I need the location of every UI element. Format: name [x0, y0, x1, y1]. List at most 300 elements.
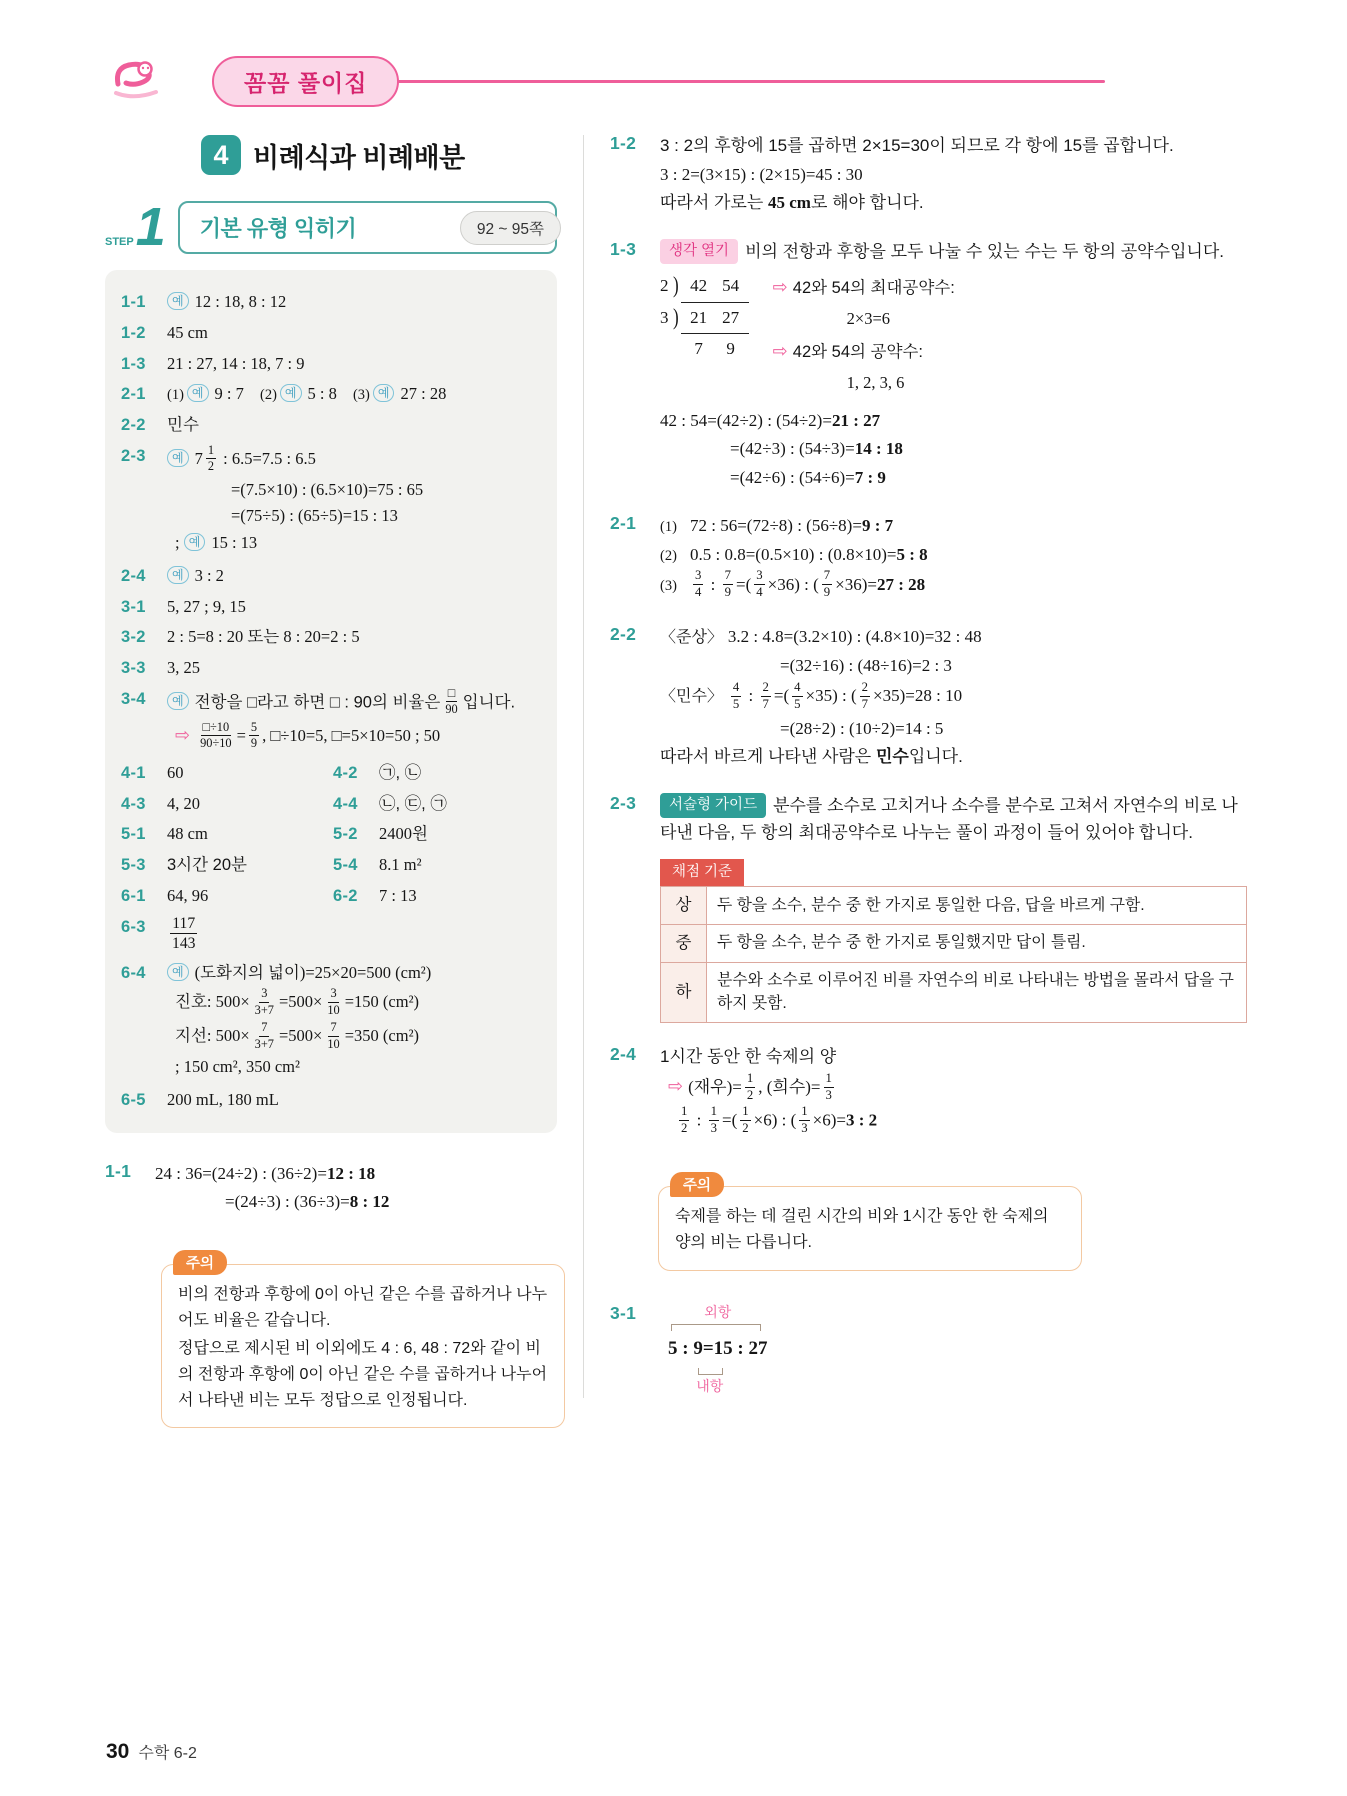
answer-row-3-3 [121, 656, 543, 681]
fraction-denominator: 3 [710, 1121, 717, 1136]
answer-text [167, 290, 543, 315]
fraction-numerator: 4 [731, 680, 741, 697]
fraction [198, 720, 234, 752]
fraction [761, 680, 771, 713]
outer-terms-label: 외항 [704, 1304, 732, 1321]
column-divider [583, 135, 584, 1398]
fraction-denominator: 10 [327, 1036, 340, 1051]
caution-note-right [658, 1161, 1082, 1271]
note-text: 42와 54의 최대공약수: [792, 279, 955, 298]
answer-pair [333, 792, 543, 817]
caution-box [161, 1264, 565, 1429]
fraction-numerator: 7 [822, 568, 832, 585]
fraction-denominator: 4 [756, 585, 763, 600]
answer-pair [333, 761, 543, 786]
answer-label: 6-2 [333, 886, 358, 905]
solution-body [660, 1042, 1247, 1139]
brand-stamp-svg [112, 58, 160, 100]
answer-line [167, 961, 543, 986]
answer-value: 9 : 7 [214, 384, 244, 404]
math-text: 0.5 : 0.8=(0.5×10) : (0.8×10)= [690, 544, 897, 564]
explain-text: 비의 전항과 후항을 모두 나눌 수 있는 수는 두 항의 공약수입니다. [745, 241, 1224, 261]
arrow-icon: ⇨ [772, 277, 788, 299]
answer-row-6-1-6-2 [121, 884, 543, 909]
fraction-denominator: 4 [695, 585, 702, 600]
answer-row-1-2 [121, 321, 543, 346]
ye-badge: 예 [167, 692, 189, 710]
math-text: 진호: 500× [175, 992, 250, 1012]
fraction [822, 568, 832, 601]
answer-label: 1-3 [121, 354, 146, 373]
thinking-badge: 생각 열기 [660, 239, 738, 264]
unit-title-text: 비례식과 비례배분 [253, 142, 465, 173]
criteria-cell: 두 항을 소수, 분수 중 한 가지로 통일한 다음, 답을 바르게 구함. [707, 887, 1247, 925]
arrow-icon: ⇨ [175, 724, 191, 746]
fraction [754, 568, 764, 601]
math-text: (도화지의 넓이)=25×20=500 (cm²) [194, 962, 432, 982]
fraction [325, 1020, 341, 1052]
answer-label: 6-4 [121, 963, 146, 982]
fraction [253, 1020, 276, 1052]
solution-1-2 [610, 131, 1247, 218]
answer-line [167, 721, 543, 753]
math-result: 3 : 2 [845, 1110, 878, 1130]
math-result: 12 : 18 [326, 1163, 376, 1183]
solution-body [660, 511, 1247, 603]
part-marker: (2) [660, 547, 677, 564]
answer-label: 6-1 [121, 886, 146, 905]
answer-line [167, 531, 543, 556]
fraction-denominator: 3+7 [254, 1036, 274, 1051]
right-column [610, 131, 1247, 1428]
math-line [155, 1188, 557, 1216]
fraction-numerator: 1 [824, 1071, 834, 1088]
math-line [660, 623, 1247, 651]
grading-row-high [661, 887, 1247, 925]
math-text: = [236, 725, 246, 745]
ye-badge: 예 [167, 963, 189, 981]
unit-number-badge: 4 [201, 135, 241, 175]
fraction-denominator: 90÷10 [200, 736, 232, 751]
step-label: STEP [105, 236, 134, 248]
answer-row-2-1 [121, 382, 543, 407]
math-line [155, 1160, 557, 1188]
explain-text: 전항을 □라고 하면 □ : 90의 비율은 [194, 693, 441, 712]
answer-row-3-1 [121, 595, 543, 620]
arrow-icon: ⇨ [772, 340, 788, 362]
ye-badge: 예 [167, 449, 189, 467]
fraction-denominator: 3+7 [254, 1002, 274, 1017]
answer-row-1-3 [121, 352, 543, 377]
answer-label: 4-4 [333, 794, 358, 813]
ye-badge: 예 [167, 566, 189, 584]
fraction-denominator: 9 [724, 585, 731, 600]
fraction-numerator: 1 [745, 1071, 755, 1088]
page-header [0, 0, 1347, 107]
caution-badge: 주의 [173, 1250, 227, 1275]
outer-terms-bracket [671, 1324, 761, 1331]
answer-value: 7 : 13 [379, 885, 417, 905]
answer-value: 5 : 8 [307, 384, 337, 404]
solution-label: 2-1 [610, 513, 637, 534]
solution-label: 2-3 [610, 792, 637, 813]
math-text: , □÷10=5, □=5×10=50 ; 50 [262, 725, 441, 745]
math-result: 8 : 12 [349, 1192, 390, 1212]
answer-row-4-3-4-4 [121, 792, 543, 817]
answer-text [167, 564, 543, 589]
fraction-denominator: 90 [445, 702, 458, 717]
answer-pair [121, 822, 333, 847]
answer-text [167, 382, 543, 407]
answer-row-2-4 [121, 564, 543, 589]
quotient: 7 [694, 339, 703, 359]
ye-badge: 예 [187, 384, 209, 402]
student-name: 〈민수〉 [660, 688, 723, 706]
student-name: 〈준상〉 [660, 629, 723, 647]
solution-body [660, 237, 1247, 493]
answer-text [167, 915, 543, 955]
fraction [745, 1071, 755, 1104]
math-line [660, 464, 1247, 492]
fraction-numerator: 2 [761, 680, 771, 697]
explain-text: 로 해야 합니다. [810, 193, 924, 213]
solution-1-3 [610, 237, 1247, 493]
answer-value: ㉠, ㉡ [379, 763, 422, 782]
answer-row-2-3 [121, 444, 543, 558]
fraction-numerator: 4 [792, 680, 802, 697]
math-text: =(24÷3) : (36÷3)= [225, 1192, 350, 1212]
math-line [660, 1072, 1247, 1105]
math-text: : [692, 1110, 706, 1130]
math-text: 24 : 36=(24÷2) : (36÷2)= [155, 1163, 327, 1183]
explain-line: 3 : 2의 후항에 15를 곱하면 2×15=30이 되므로 각 항에 15를 곱합니다. [660, 136, 1174, 155]
step-page-range: 92 ~ 95쪽 [460, 211, 561, 245]
note-text: 42와 54의 공약수: [792, 342, 923, 361]
answer-value: 60 [167, 762, 184, 782]
answer-value: 3 : 2 [194, 565, 224, 585]
answer-label: 4-1 [121, 763, 146, 782]
note-line [773, 335, 955, 368]
answer-row-2-2 [121, 413, 543, 438]
page-footer [106, 1740, 197, 1764]
part-marker: (3) [660, 577, 677, 594]
fraction-numerator: 3 [754, 568, 764, 585]
solution-label: 2-4 [610, 1044, 637, 1065]
answer-row-3-4 [121, 687, 543, 755]
fraction [860, 680, 870, 713]
answer-pair [333, 884, 543, 909]
answer-value: 12 : 18, 8 : 12 [194, 292, 287, 311]
fraction [723, 568, 733, 601]
fraction-denominator: 2 [207, 459, 215, 474]
answer-label: 2-3 [121, 446, 146, 465]
math-text: 지선: 500× [175, 1026, 250, 1046]
math-text: 42 : 54=(42÷2) : (54÷2)= [660, 410, 832, 430]
note-line [773, 271, 955, 304]
fraction-denominator: 9 [823, 585, 831, 600]
unit-title [201, 135, 557, 175]
answer-label: 2-4 [121, 566, 146, 585]
explain-text: 입니다. [462, 693, 516, 712]
solution-1-1 [105, 1159, 557, 1217]
answer-value: 민수 [167, 416, 199, 434]
fraction-denominator: 143 [172, 935, 196, 953]
grading-criteria [660, 857, 1247, 1023]
fraction [170, 914, 197, 954]
answer-label: 3-3 [121, 659, 146, 678]
part-marker: (1) [660, 519, 677, 536]
math-text: (희수)= [766, 1076, 821, 1096]
answer-value: 21 : 27, 14 : 18, 7 : 9 [167, 353, 305, 373]
math-line: =(32÷16) : (48÷16)=2 : 3 [780, 656, 952, 676]
answer-label: 3-1 [121, 597, 146, 616]
answer-line: =(75÷5) : (65÷5)=15 : 13 [231, 506, 398, 526]
grading-row-mid [661, 924, 1247, 962]
quotients [681, 334, 749, 365]
solution-label: 3-1 [610, 1303, 637, 1324]
math-result: 45 cm [767, 193, 811, 213]
fraction-denominator: 10 [327, 1002, 340, 1017]
fraction [792, 680, 802, 713]
fraction [679, 1104, 689, 1137]
explain-text: 입니다. [908, 747, 963, 767]
answer-row-5-1-5-2 [121, 822, 543, 847]
division-row [660, 303, 749, 335]
explain-line: 1시간 동안 한 숙제의 양 [660, 1047, 837, 1067]
fraction-denominator: 3 [801, 1121, 808, 1136]
fraction-denominator: 2 [742, 1121, 749, 1136]
math-text: =500× [279, 992, 323, 1012]
math-result: 21 : 27 [831, 410, 881, 430]
fraction-numerator: 1 [799, 1104, 809, 1121]
answer-label: 1-2 [121, 323, 146, 342]
caution-text: 비의 전항과 후항에 0이 아닌 같은 수를 곱하거나 나누어도 비율은 같습니다. [178, 1285, 548, 1329]
fraction-numerator: 5 [249, 720, 259, 736]
answer-row-5-3-5-4 [121, 853, 543, 878]
page-number: 30 [106, 1740, 130, 1763]
fraction-denominator: 5 [732, 696, 740, 711]
header-rule [391, 80, 1105, 83]
answer-label: 1-1 [121, 293, 146, 311]
solution-body [660, 622, 1247, 771]
answer-pair [121, 884, 333, 909]
explain-text: 따라서 바르게 나타낸 사람은 [660, 747, 876, 767]
left-column [105, 131, 557, 1428]
fraction-denominator: 5 [794, 696, 801, 711]
math-text: ; [175, 533, 184, 553]
fraction-numerator: 3 [259, 986, 269, 1002]
answer-part-2 [260, 384, 337, 403]
part-marker: (2) [259, 387, 277, 404]
math-text: ×36)= [835, 574, 877, 594]
answer-value: 15 : 13 [211, 533, 258, 553]
fraction-denominator: 2 [746, 1087, 754, 1102]
ye-badge: 예 [167, 292, 189, 310]
answer-text [167, 444, 543, 558]
math-line [660, 1105, 1247, 1138]
answer-value: 3, 25 [167, 658, 200, 678]
math-text: =150 (cm²) [344, 992, 420, 1012]
fraction-numerator: 117 [170, 914, 197, 935]
grading-row-low [661, 962, 1247, 1022]
answer-text [167, 961, 543, 1082]
essay-guide-badge: 서술형 가이드 [660, 793, 766, 818]
criteria-cell: 분수와 소수로 이루어진 비를 자연수의 비로 나타내는 방법을 몰라서 답을 구하지 못함. [707, 962, 1247, 1022]
solution-2-1 [610, 511, 1247, 603]
answer-line [167, 687, 543, 719]
math-line: =(28÷2) : (10÷2)=14 : 5 [780, 718, 944, 738]
answer-value: 200 mL, 180 mL [167, 1090, 279, 1110]
answer-label: 3-4 [121, 689, 146, 708]
grade-cell: 상 [661, 887, 707, 925]
answer-label: 6-5 [121, 1091, 146, 1110]
answer-line [167, 444, 543, 476]
answer-value: 48 cm [167, 824, 208, 844]
division-paren: ) [673, 304, 679, 330]
guide-text: 분수를 소수로 고치거나 소수를 분수로 고쳐서 자연수의 비로 나타낸 다음, 두 항의 최대공약수로 나누는 풀이 과정이 들어 있어야 합니다. [660, 795, 1238, 843]
math-result: 14 : 18 [854, 439, 903, 459]
math-text: 72 : 56=(72÷8) : (56÷8)= [690, 516, 862, 536]
answer-line: ; 150 cm², 350 cm² [175, 1057, 300, 1077]
criteria-cell: 두 항을 소수, 분수 중 한 가지로 통일했지만 답이 틀림. [707, 924, 1247, 962]
math-text: 3.2 : 4.8=(3.2×10) : (4.8×10)=32 : 48 [727, 627, 982, 647]
answer-row-6-3 [121, 915, 543, 955]
math-text: ×35)=28 : 10 [873, 686, 963, 706]
divisor: 2 [660, 276, 669, 296]
dividends [681, 303, 749, 335]
fraction-denominator: 7 [861, 696, 869, 711]
answer-value: 8.1 m² [379, 855, 422, 875]
math-text: =500× [279, 1026, 323, 1046]
answer-part-3 [353, 384, 446, 403]
answer-value: 2400원 [379, 824, 428, 844]
answer-summary-box [105, 270, 557, 1133]
brand-title-badge: 꼼꼼 풀이집 [212, 56, 399, 107]
answer-line [167, 987, 543, 1019]
answer-value: 2 : 5=8 : 20 또는 8 : 20=2 : 5 [167, 627, 360, 647]
fraction-denominator: 9 [250, 736, 258, 751]
caution-note-left [161, 1239, 565, 1429]
fraction [249, 720, 259, 752]
fraction [325, 986, 341, 1018]
answer-pair [333, 822, 543, 847]
ye-badge: 예 [373, 384, 395, 402]
fraction [443, 686, 459, 718]
step-title-box: 기본 유형 익히기 [178, 201, 557, 254]
quotient: 9 [726, 339, 735, 359]
answer-value: 27 : 28 [400, 384, 447, 404]
math-line [660, 407, 1247, 435]
math-result: 27 : 28 [876, 574, 926, 594]
answer-pair [121, 761, 333, 786]
fraction [693, 568, 703, 601]
fraction-denominator: 3 [825, 1087, 832, 1102]
math-text: : 6.5=7.5 : 6.5 [219, 448, 316, 468]
answer-line [167, 1021, 543, 1053]
fraction-numerator: 1 [679, 1104, 689, 1121]
math-text: =( [735, 574, 752, 594]
part-marker: (3) [352, 387, 370, 404]
fraction [740, 1104, 750, 1137]
ye-badge: 예 [184, 533, 206, 551]
caution-badge: 주의 [670, 1172, 724, 1197]
conclusion-line [660, 743, 1247, 771]
book-title: 수학 6-2 [138, 1745, 197, 1762]
short-division [660, 271, 749, 399]
math-line [660, 681, 1247, 714]
solution-2-3 [610, 791, 1247, 1023]
answer-label: 5-1 [121, 825, 146, 844]
fraction-denominator: 2 [681, 1121, 688, 1136]
fraction-numerator: 7 [723, 568, 733, 585]
brand-stamp-icon [112, 58, 160, 105]
answer-row-4-1-4-2 [121, 761, 543, 786]
math-text: =( [773, 686, 790, 706]
dividend: 54 [722, 276, 740, 296]
math-text: =( [721, 1110, 738, 1130]
content-columns [0, 107, 1347, 1428]
answer-value: ㉡, ㉢, ㉠ [379, 794, 447, 813]
math-text: , [758, 1076, 767, 1096]
math-line [660, 541, 1247, 569]
arrow-icon: ⇨ [668, 1075, 684, 1097]
solution-label: 1-3 [610, 238, 637, 259]
proportion-expression: 5 : 9=15 : 27 [668, 1337, 768, 1359]
answer-label: 3-2 [121, 628, 146, 647]
explain-line [660, 189, 1247, 217]
division-notes [773, 271, 955, 399]
fraction-numerator: 1 [206, 443, 216, 459]
part-marker: (1) [167, 387, 184, 404]
solution-3-1 [610, 1301, 1247, 1399]
fraction [824, 1071, 834, 1104]
math-line [660, 435, 1247, 463]
math-text: : [706, 574, 720, 594]
fraction [799, 1104, 809, 1137]
step-number: 1 [135, 196, 166, 257]
fraction [709, 1104, 719, 1137]
solution-label: 1-1 [105, 1160, 132, 1181]
math-text: =(42÷6) : (54÷6)= [730, 467, 855, 487]
answer-value: 45 cm [167, 322, 208, 342]
grading-criteria-title: 채점 기준 [660, 859, 744, 886]
solution-2-4 [610, 1042, 1247, 1139]
dividend: 27 [722, 307, 740, 327]
caution-text: 정답으로 제시된 비 이외에도 4 : 6, 48 : 72와 같이 비의 전항과 후항에 0이 아닌 같은 수를 곱하거나 나누어서 나타낸 비는 모두 정답으로 인정됩니다. [178, 1339, 548, 1409]
answer-label: 2-2 [121, 416, 146, 434]
division-paren: ) [673, 272, 679, 299]
math-result: 9 : 7 [861, 516, 894, 536]
answer-label: 2-1 [121, 385, 146, 404]
math-text: (재우)= [688, 1076, 742, 1096]
math-text: : [744, 686, 758, 706]
math-text: =350 (cm²) [344, 1026, 420, 1046]
math-line: 3 : 2=(3×15) : (2×15)=45 : 30 [660, 164, 863, 184]
solution-body [155, 1159, 557, 1217]
grading-table [660, 886, 1247, 1023]
answer-label: 4-3 [121, 794, 146, 813]
fraction-denominator: 7 [762, 696, 769, 711]
inner-terms-bracket [698, 1368, 723, 1375]
fraction [206, 443, 216, 475]
fraction-numerator: 3 [328, 986, 338, 1002]
answer-label: 6-3 [121, 917, 146, 936]
solution-label: 1-2 [610, 133, 637, 153]
fraction [253, 986, 276, 1018]
note-line: 2×3=6 [846, 309, 891, 329]
answer-label: 5-4 [333, 856, 358, 875]
math-text: ×36) : ( [767, 574, 819, 594]
